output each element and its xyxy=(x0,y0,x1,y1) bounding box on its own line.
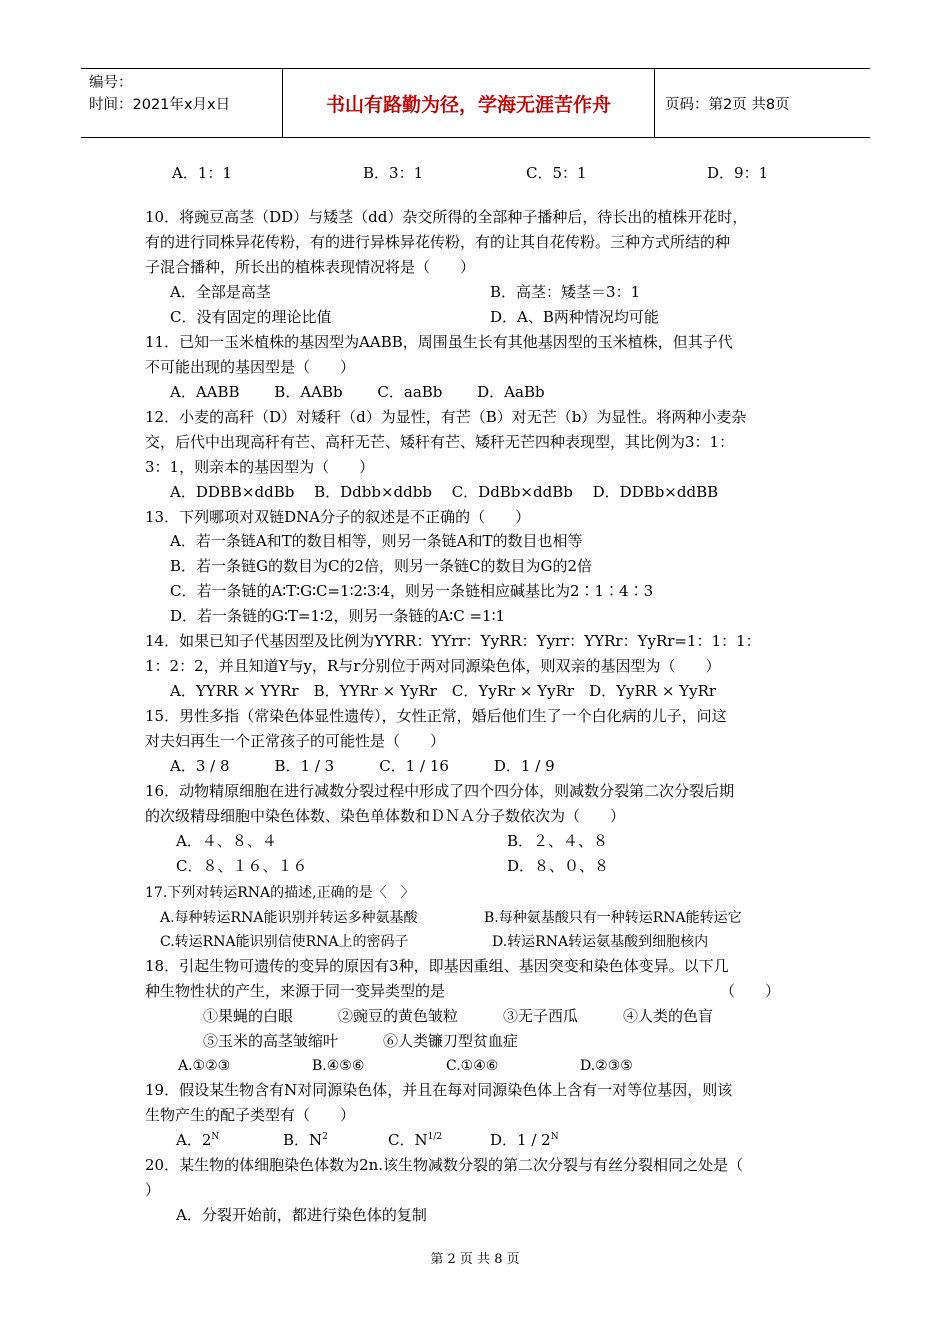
q18-items: ①果蝇的白眼 ②豌豆的黄色皱粒 ③无子西瓜 ④人类的色盲 xyxy=(203,1007,714,1025)
q16-option-d: D．８、０、８ xyxy=(507,857,610,875)
q17-option-d: D.转运RNA转运氨基酸到细胞核内 xyxy=(492,934,709,950)
q17-line: 17.下列对转运RNA的描述,正确的是〈 〉 xyxy=(145,885,415,901)
q10-line: 子混合播种，所长出的植株表现情况将是（ ） xyxy=(145,258,476,276)
q18-option-d: D.②③⑤ xyxy=(580,1058,633,1074)
q9-option-b: B．3：1 xyxy=(363,164,424,182)
q19-line: 生物产生的配子类型有（ ） xyxy=(145,1106,356,1124)
page-footer: 第 2 页 共 8 页 xyxy=(430,1252,520,1267)
q16-line: 16．动物精原细胞在进行减数分裂过程中形成了四个四分体，则减数分裂第二次分裂后期 xyxy=(145,782,735,800)
q19-option-b: B．$N^2$ xyxy=(283,1131,328,1149)
q18-bracket: （ ） xyxy=(720,982,781,1000)
q20-option-a: A．分裂开始前，都进行染色体的复制 xyxy=(176,1206,427,1224)
q9-option-c: C．5：1 xyxy=(526,164,587,182)
q10-option-a: A．全部是高茎 xyxy=(170,283,271,301)
q15-line: 15．男性多指（常染色体显性遗传），女性正常，婚后他们生了一个白化病的儿子，问这 xyxy=(145,707,727,725)
q13-line: 13．下列哪项对双链DNA分子的叙述是不正确的（ ） xyxy=(145,508,531,526)
q18-option-b: B.④⑤⑥ xyxy=(312,1058,365,1074)
q10-option-d: D．A、B两种情况均可能 xyxy=(490,308,659,326)
q15-options: A．3 / 8 B．1 / 3 C．1 / 16 D．1 / 9 xyxy=(170,757,555,775)
header-page-info: 页码：第2页 共8页 xyxy=(665,96,790,113)
q18-option-a: A.①②③ xyxy=(178,1058,231,1074)
q19-line: 19．假设某生物含有N对同源染色体，并且在每对同源染色体上含有一对等位基因，则该 xyxy=(145,1081,733,1099)
q13-option-a: A．若一条链A和T的数目相等，则另一条链A和T的数目也相等 xyxy=(170,532,583,550)
q16-line: 的次级精母细胞中染色体数、染色单体数和ＤＮＡ分子数依次为（ ） xyxy=(145,807,626,825)
q13-option-d: D．若一条链的G∶T=1∶2，则另一条链的A∶C =1∶1 xyxy=(170,607,506,625)
q15-line: 对夫妇再生一个正常孩子的可能性是（ ） xyxy=(145,732,446,750)
q12-line: 3：1，则亲本的基因型为（ ） xyxy=(145,458,375,476)
q20-line: ） xyxy=(145,1181,161,1199)
q10-line: 有的进行同株异花传粉，有的进行异株异花传粉，有的让其自花传粉。三种方式所结的种 xyxy=(145,233,731,251)
q18-items: ⑤玉米的高茎皱缩叶 ⑥人类镰刀型贫血症 xyxy=(203,1032,519,1050)
header-motto: 书山有路勤为径，学海无涯苦作舟 xyxy=(283,69,655,137)
q14-line: 1：2：2，并且知道Y与y，R与r分别位于两对同源染色体，则双亲的基因型为（ ） xyxy=(145,657,721,675)
header-meta xyxy=(81,69,283,137)
q11-line: 不可能出现的基因型是（ ） xyxy=(145,358,356,376)
q20-line: 20．某生物的体细胞染色体数为2n.该生物减数分裂的第二次分裂与有丝分裂相同之处是（ xyxy=(145,1156,744,1174)
q12-options: A．DDBB×ddBb B．Ddbb×ddbb C．DdBb×ddBb D．DDBb×ddBB xyxy=(170,483,719,501)
q13-option-b: B．若一条链G的数目为C的2倍，则另一条链C的数目为G的2倍 xyxy=(170,557,593,575)
q10-line: 10．将豌豆高茎（DD）与矮茎（dd）杂交所得的全部种子播种后，待长出的植株开花时， xyxy=(145,208,748,226)
q10-option-b: B．高茎：矮茎＝3：1 xyxy=(490,283,641,301)
q12-line: 12．小麦的高秆（D）对矮秆（d）为显性，有芒（B）对无芒（b）为显性。将两种小麦杂 xyxy=(145,408,747,426)
q11-line: 11．已知一玉米植株的基因型为AABB，周围虽生长有其他基因型的玉米植株，但其子代 xyxy=(145,333,733,351)
q19-option-c: C．$N^{1/2}$ xyxy=(388,1131,443,1149)
q12-line: 交，后代中出现高秆有芒、高秆无芒、矮秆有芒、矮秆无芒四种表现型，其比例为3：1： xyxy=(145,433,735,451)
q17-option-a: A.每种转运RNA能识别并转运多种氨基酸 xyxy=(160,910,418,926)
q18-line: 种生物性状的产生，来源于同一变异类型的是 xyxy=(145,982,446,1000)
q14-line: 14．如果已知子代基因型及比例为YYRR：YYrr：YyRR：Yyrr：YYRr：YyRr=1：1：1： xyxy=(145,632,761,650)
q17-option-c: C.转运RNA能识别信使RNA上的密码子 xyxy=(160,934,409,950)
q14-options: A．YYRR × YYRr B．YYRr × YyRr C．YyRr × YyRr D．YyRR × YyRr xyxy=(170,682,717,700)
q13-option-c: C．若一条链的A∶T∶G∶C=1∶2∶3∶4，则另一条链相应碱基比为2∶1∶4∶3 xyxy=(170,582,654,600)
q9-option-d: D．9：1 xyxy=(707,164,769,182)
q18-option-c: C.①④⑥ xyxy=(446,1058,499,1074)
q16-option-a: A．４、８、４ xyxy=(176,832,277,850)
q10-option-c: C．没有固定的理论比值 xyxy=(170,308,332,326)
page-header xyxy=(81,68,870,138)
header-time: 时间：2021年x月x日 xyxy=(89,97,231,113)
header-number: 编号： xyxy=(89,75,133,91)
q16-option-c: C．８、１６、１６ xyxy=(176,857,308,875)
q18-line: 18．引起生物可遗传的变异的原因有3种，即基因重组、基因突变和染色体变异。以下几 xyxy=(145,957,729,975)
q16-option-b: B．２、４、８ xyxy=(507,832,609,850)
q11-options: A．AABB B．AABb C．aaBb D．AaBb xyxy=(170,383,545,401)
q17-option-b: B.每种氨基酸只有一种转运RNA能转运它 xyxy=(484,910,742,926)
q9-option-a: A．1：1 xyxy=(172,164,232,182)
q19-option-a: A．$2^N$ xyxy=(176,1131,220,1149)
q19-option-d: D．$1 / 2^N$ xyxy=(490,1131,559,1149)
